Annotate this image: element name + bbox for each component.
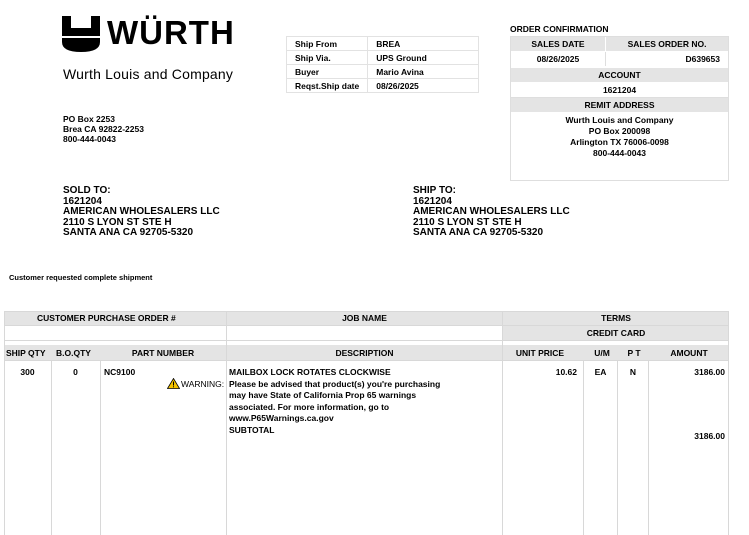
company-address-line: PO Box 2253	[63, 114, 115, 124]
line-um: EA	[594, 367, 607, 377]
ship-to-label: SHIP TO:	[413, 185, 456, 196]
sales-date-label: SALES DATE	[511, 37, 606, 51]
shipment-note: Customer requested complete shipment	[9, 273, 153, 282]
grid-rule	[4, 340, 729, 341]
terms-value: CREDIT CARD	[586, 328, 646, 338]
description-text: MAILBOX LOCK ROTATES CLOCKWISE	[229, 367, 391, 377]
order-confirmation-box	[510, 36, 729, 181]
ship-via-value: UPS Ground	[368, 51, 479, 65]
ship-info-row	[287, 65, 479, 79]
grid-rule	[100, 360, 101, 535]
warning-text-line: may have State of California Prop 65 warnings	[229, 390, 417, 400]
line-bo-qty: 0	[73, 367, 78, 377]
grid-rule	[4, 325, 729, 326]
ship-info-row	[287, 37, 479, 51]
ship-from-value: BREA	[368, 37, 479, 51]
account-value: 1621204	[511, 83, 728, 98]
grid-rule	[617, 360, 618, 535]
sold-to-line: SANTA ANA CA 92705-5320	[63, 227, 194, 238]
job-name-label: JOB NAME	[342, 313, 387, 323]
company-address-line: 800-444-0043	[63, 134, 116, 144]
remit-address-line: PO Box 200098	[588, 126, 651, 136]
warning-label: WARNING:	[181, 379, 225, 389]
ship-to-block	[413, 186, 570, 239]
remit-address-line: Arlington TX 76006-0098	[570, 137, 669, 147]
col-amount: AMOUNT	[670, 348, 708, 358]
col-part-number: PART NUMBER	[131, 348, 195, 358]
po-label: CUSTOMER PURCHASE ORDER #	[37, 313, 176, 323]
remit-address-label: REMIT ADDRESS	[511, 98, 728, 112]
company-name: Wurth Louis and Company	[63, 66, 234, 82]
sales-order-value: D639653	[685, 54, 720, 64]
account-label: ACCOUNT	[511, 68, 728, 82]
ship-from-label: Ship From	[287, 37, 368, 51]
grid-rule	[226, 311, 227, 535]
buyer-label: Buyer	[287, 65, 368, 79]
sales-date-value: 08/26/2025	[511, 52, 606, 66]
ship-info-table	[286, 36, 479, 93]
ship-to-line: AMERICAN WHOLESALERS LLC	[413, 206, 570, 217]
line-description	[229, 367, 440, 436]
col-pt: P T	[627, 348, 641, 358]
sold-to-line: AMERICAN WHOLESALERS LLC	[63, 206, 220, 217]
sold-to-line: 1621204	[63, 195, 102, 207]
line-ship-qty: 300	[20, 367, 35, 377]
line-part-number: NC9100	[104, 367, 136, 377]
grid-rule	[51, 360, 52, 535]
remit-address-line: 800-444-0043	[593, 148, 646, 158]
wurth-logo	[62, 16, 242, 56]
line-pt: N	[629, 367, 637, 377]
ship-to-line: SANTA ANA CA 92705-5320	[413, 227, 544, 238]
subtotal-label: SUBTOTAL	[229, 424, 275, 435]
ship-date-label: Reqst.Ship date	[287, 79, 368, 93]
buyer-value: Mario Avina	[368, 65, 479, 79]
company-address-line: Brea CA 92822-2253	[63, 124, 144, 134]
terms-label: TERMS	[601, 313, 631, 323]
ship-via-label: Ship Via.	[287, 51, 368, 65]
col-ship-qty: SHIP QTY	[6, 348, 46, 358]
grid-rule	[583, 360, 584, 535]
col-unit-price: UNIT PRICE	[515, 348, 565, 358]
col-description: DESCRIPTION	[335, 348, 394, 358]
remit-address	[511, 115, 728, 159]
grid-rule	[648, 360, 649, 535]
sales-header-row	[511, 37, 728, 51]
ship-to-line: 1621204	[413, 195, 452, 207]
sold-to-label: SOLD TO:	[63, 185, 111, 196]
line-unit-price: 10.62	[555, 367, 577, 377]
logo-wordmark: WÜRTH	[107, 14, 235, 51]
warning-text-line: www.P65Warnings.ca.gov	[229, 413, 334, 423]
grid-rule	[502, 311, 503, 535]
ship-to-line: 2110 S LYON ST STE H	[413, 216, 522, 228]
col-um: U/M	[594, 348, 610, 358]
warning-text-line: Please be advised that product(s) you're purchasing	[229, 378, 441, 389]
grid-rule	[4, 311, 729, 312]
sold-to-block	[63, 186, 220, 239]
grid-rule	[728, 311, 729, 535]
sales-order-label: SALES ORDER NO.	[627, 39, 707, 49]
sales-value-row	[511, 52, 728, 66]
order-lines-grid	[4, 311, 729, 535]
warning-text-line: associated. For more information, go to	[229, 401, 390, 412]
col-bo-qty: B.O.QTY	[56, 348, 91, 358]
company-address	[63, 114, 144, 144]
line-amount: 3186.00	[694, 367, 725, 377]
grid-rule	[4, 360, 729, 361]
order-confirmation-title: ORDER CONFIRMATION	[510, 24, 609, 34]
warning-icon	[167, 378, 180, 389]
ship-info-row	[287, 51, 479, 65]
ship-date-value: 08/26/2025	[368, 79, 479, 93]
ship-info-row	[287, 79, 479, 93]
grid-rule	[4, 311, 5, 535]
wurth-logo-icon	[62, 16, 100, 52]
remit-address-line: Wurth Louis and Company	[565, 115, 674, 125]
subtotal-amount: 3186.00	[694, 431, 725, 441]
sold-to-line: 2110 S LYON ST STE H	[63, 216, 172, 228]
